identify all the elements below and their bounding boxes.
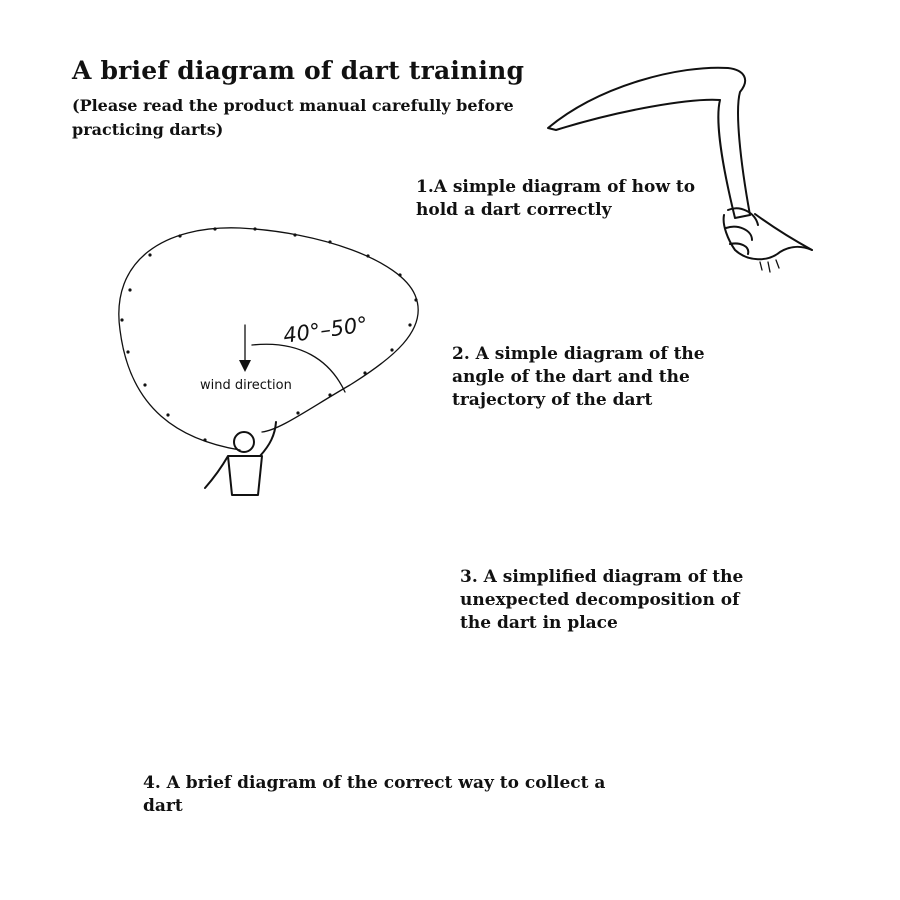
wind-direction-label: wind direction	[200, 378, 292, 393]
step-2-label: 2. A simple diagram of the angle of the dart and the trajectory of the dart	[452, 344, 705, 410]
step-4-label: 4. A brief diagram of the correct way to collect a dart	[143, 773, 606, 816]
page-title: A brief diagram of dart training	[72, 56, 525, 85]
page-subtitle: (Please read the product manual carefully before practicing darts)	[72, 96, 514, 139]
step-1-label: 1.A simple diagram of how to hold a dart correctly	[416, 177, 696, 220]
boomerang-flight-path-icon	[119, 227, 418, 495]
angle-label: 40°–50°	[281, 312, 370, 348]
step-3-label: 3. A simplified diagram of the unexpected decomposition of the dart in place	[460, 567, 744, 633]
hand-holding-boomerang-icon	[548, 68, 812, 272]
